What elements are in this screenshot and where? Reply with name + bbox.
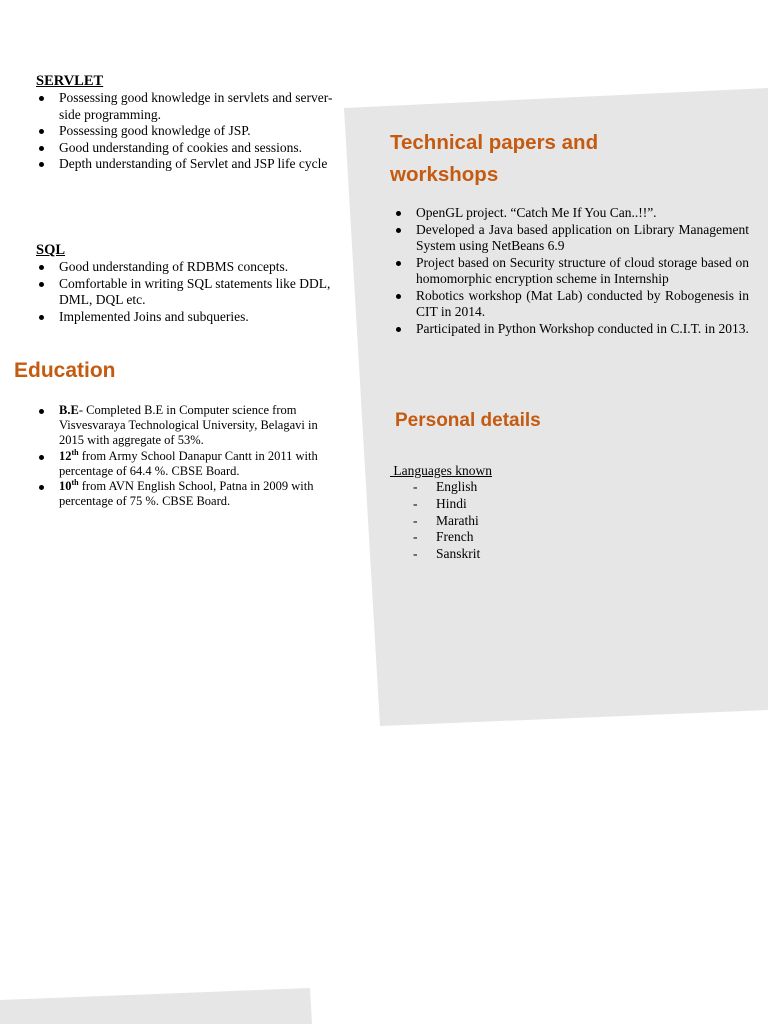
list-item: - French (390, 529, 730, 546)
servlet-list (36, 90, 336, 173)
list-item: Developed a Java based application on Library Management System using NetBeans 6.9 (393, 222, 749, 255)
list-item: Implemented Joins and subqueries. (36, 309, 336, 326)
list-item: - Hindi (390, 496, 730, 513)
degree-label: 12 (59, 448, 72, 463)
list-item: - Marathi (390, 513, 730, 530)
servlet-section (36, 73, 336, 173)
list-item: - English (390, 479, 730, 496)
list-item (36, 479, 332, 509)
degree-suffix: th (71, 477, 79, 487)
sql-section (36, 242, 336, 325)
degree-suffix: th (71, 447, 79, 457)
sql-heading: SQL (36, 242, 66, 258)
education-title: Education (14, 359, 116, 382)
list-item: Possessing good knowledge in servlets and server-side programming. (36, 90, 336, 123)
list-item: Comfortable in writing SQL statements like DDL, DML, DQL etc. (36, 276, 336, 309)
technical-title: Technical papers and workshops (390, 131, 599, 186)
list-item: Good understanding of RDBMS concepts. (36, 259, 336, 276)
list-item: Depth understanding of Servlet and JSP life cycle (36, 156, 336, 173)
degree-label: 10 (59, 479, 72, 494)
servlet-heading: SERVLET (36, 73, 104, 89)
languages-list (390, 479, 730, 563)
list-item (36, 403, 332, 449)
list-item: Participated in Python Workshop conducted in C.I.T. in 2013. (393, 321, 749, 338)
languages-section (390, 463, 730, 563)
list-item: Good understanding of cookies and sessions. (36, 140, 336, 157)
languages-heading: Languages known (393, 463, 492, 478)
education-list (36, 403, 332, 509)
list-item: Robotics workshop (Mat Lab) conducted by Robogenesis in CIT in 2014. (393, 288, 749, 321)
technical-list (393, 205, 749, 337)
education-text: from AVN English School, Patna in 2009 with percentage of 75 %. CBSE Board. (59, 479, 314, 509)
list-item: - Sanskrit (390, 546, 730, 563)
education-text: - Completed B.E in Computer science from Visvesvaraya Technological University, Belagavi in 2015 with aggregate of 53%. (59, 403, 318, 448)
degree-label: B.E (59, 403, 79, 417)
list-item: OpenGL project. “Catch Me If You Can..!!”. (393, 205, 749, 222)
list-item: Possessing good knowledge of JSP. (36, 123, 336, 140)
list-item (36, 449, 332, 479)
sql-list (36, 259, 336, 325)
list-item: Project based on Security structure of cloud storage based on homomorphic encryption scheme in Internship (393, 255, 749, 288)
personal-title: Personal details (395, 410, 541, 431)
education-text: from Army School Danapur Cantt in 2011 with percentage of 64.4 %. CBSE Board. (59, 448, 318, 478)
